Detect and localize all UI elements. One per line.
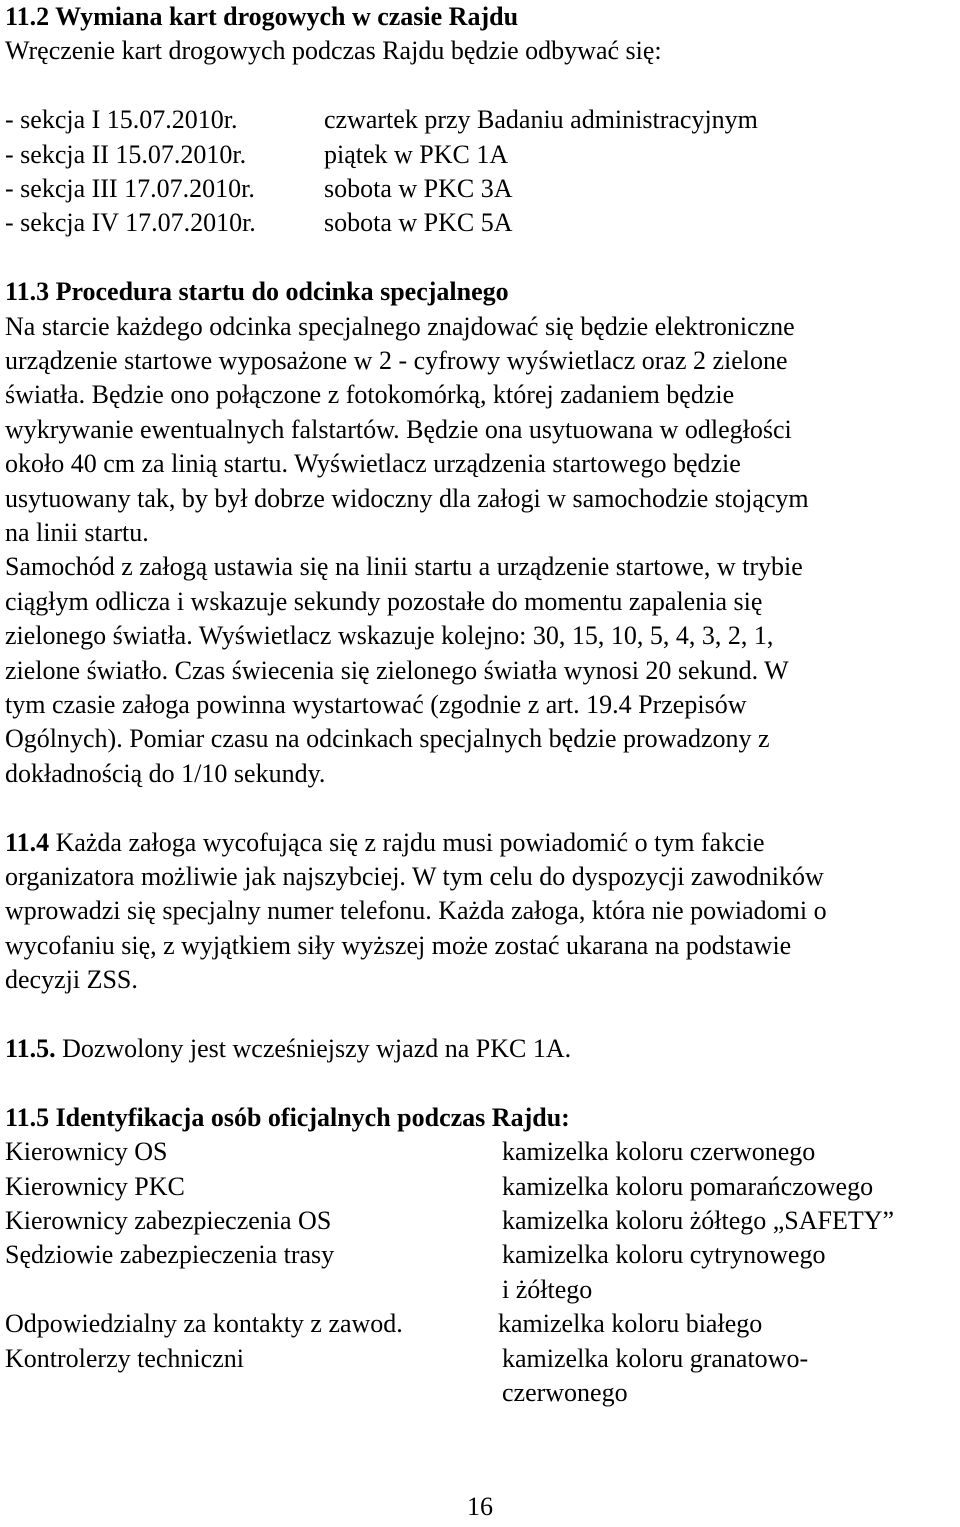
paragraph-line: organizatora możliwie jak najszybciej. W tym celu do dyspozycji zawodników [5, 862, 824, 892]
spacer [5, 791, 955, 825]
paragraph-line: dokładnością do 1/10 sekundy. [5, 758, 326, 788]
official-role [5, 1273, 502, 1307]
schedule-row [5, 138, 955, 172]
paragraph-line: zielonego światła. Wyświetlacz wskazuje kolejno: 30, 15, 10, 5, 4, 3, 2, 1, [5, 621, 774, 651]
section-11-2-heading: 11.2 Wymiana kart drogowych w czasie Rajdu [5, 2, 519, 31]
official-role: Kierownicy OS [5, 1137, 168, 1167]
paragraph-line: decyzji ZSS. [5, 965, 138, 995]
schedule-place: sobota w PKC 5A [324, 208, 513, 238]
schedule-list [5, 103, 955, 241]
document-page [5, 0, 955, 1411]
section-11-5-text: Dozwolony jest wcześniejszy wjazd na PKC 1A. [55, 1034, 572, 1064]
section-11-4-number: 11.4 [5, 827, 50, 857]
identification-row [5, 1170, 955, 1204]
section-11-4 [5, 826, 955, 998]
paragraph-line: Ogólnych). Pomiar czasu na odcinkach specjalnych będzie prowadzony z [5, 724, 770, 754]
official-role: Kierownicy zabezpieczenia OS [5, 1206, 332, 1236]
paragraph-line: wprowadzi się specjalny numer telefonu. Każda załoga, która nie powiadomi o [5, 896, 827, 926]
schedule-place: piątek w PKC 1A [324, 139, 509, 169]
schedule-section: - sekcja I 15.07.2010r. [5, 105, 238, 135]
paragraph-line: na linii startu. [5, 518, 149, 547]
paragraph-line: około 40 cm za linią startu. Wyświetlacz urządzenia startowego będzie [5, 449, 741, 479]
vest-description: kamizelka koloru pomarańczowego [502, 1171, 874, 1201]
section-11-3-heading: 11.3 Procedura startu do odcinka specjalnego [5, 277, 509, 307]
page-number: 16 [467, 1492, 493, 1521]
paragraph-line: Samochód z załogą ustawia się na linii startu a urządzenie startowe, w trybie [5, 552, 803, 582]
official-role: Kontrolerzy techniczni [5, 1343, 244, 1373]
section-11-3-body [5, 310, 955, 792]
vest-description: kamizelka koloru granatowo- [502, 1343, 809, 1373]
paragraph-line: usytuowany tak, by był dobrze widoczny dla załogi w samochodzie stojącym [5, 483, 809, 513]
vest-description: kamizelka koloru czerwonego [502, 1137, 816, 1167]
vest-description: i żółtego [502, 1274, 593, 1304]
spacer [5, 1066, 955, 1100]
schedule-section: - sekcja II 15.07.2010r. [5, 139, 247, 169]
section-11-5-heading: 11.5 Identyfikacja osób oficjalnych podczas Rajdu: [5, 1102, 570, 1132]
identification-row [5, 1238, 955, 1272]
schedule-row [5, 172, 955, 206]
schedule-row [5, 206, 955, 240]
vest-description: kamizelka koloru cytrynowego [502, 1240, 826, 1270]
official-role [5, 1376, 502, 1410]
vest-description: kamizelka koloru żółtego „SAFETY” [502, 1206, 895, 1236]
section-11-4-first-line [5, 826, 955, 860]
paragraph-line: wycofaniu się, z wyjątkiem siły wyższej może zostać ukarana na podstawie [5, 930, 792, 960]
official-role: Kierownicy PKC [5, 1171, 185, 1201]
paragraph-line: Na starcie każdego odcinka specjalnego znajdować się będzie elektroniczne [5, 311, 795, 341]
official-identification-list [5, 1135, 955, 1410]
paragraph-line: tym czasie załoga powinna wystartować (zgodnie z art. 19.4 Przepisów [5, 690, 747, 720]
section-11-5-early-entry [5, 1032, 955, 1066]
section-11-2-intro: Wręczenie kart drogowych podczas Rajdu będzie odbywać się: [5, 36, 662, 66]
identification-row [5, 1342, 955, 1376]
spacer [5, 69, 955, 103]
paragraph-line: urządzenie startowe wyposażone w 2 - cyfrowy wyświetlacz oraz 2 zielone [5, 345, 788, 375]
official-role: Odpowiedzialny za kontakty z zawod. [5, 1309, 403, 1339]
spacer [5, 241, 955, 275]
paragraph-line: światła. Będzie ono połączone z fotokomórką, której zadaniem będzie [5, 380, 735, 410]
identification-row [5, 1135, 955, 1169]
schedule-section: - sekcja III 17.07.2010r. [5, 173, 255, 203]
section-11-5-number: 11.5. [5, 1034, 56, 1064]
paragraph-line: wykrywanie ewentualnych falstartów. Będzie ona usytuowana w odległości [5, 414, 792, 444]
vest-description: kamizelka koloru białego [498, 1309, 763, 1339]
paragraph-line: zielone światło. Czas świecenia się zielonego światła wynosi 20 sekund. W [5, 655, 789, 685]
identification-row [5, 1273, 955, 1307]
paragraph-line: ciągłym odlicza i wskazuje sekundy pozostałe do momentu zapalenia się [5, 586, 763, 616]
identification-row [5, 1307, 955, 1341]
schedule-row [5, 103, 955, 137]
schedule-section: - sekcja IV 17.07.2010r. [5, 208, 256, 238]
schedule-place: sobota w PKC 3A [324, 173, 513, 203]
official-role: Sędziowie zabezpieczenia trasy [5, 1240, 335, 1270]
schedule-place: czwartek przy Badaniu administracyjnym [324, 105, 758, 135]
section-11-4-text: Każda załoga wycofująca się z rajdu musi powiadomić o tym fakcie [49, 827, 765, 857]
identification-row [5, 1204, 955, 1238]
identification-row [5, 1376, 955, 1410]
spacer [5, 998, 955, 1032]
vest-description: czerwonego [502, 1378, 628, 1408]
